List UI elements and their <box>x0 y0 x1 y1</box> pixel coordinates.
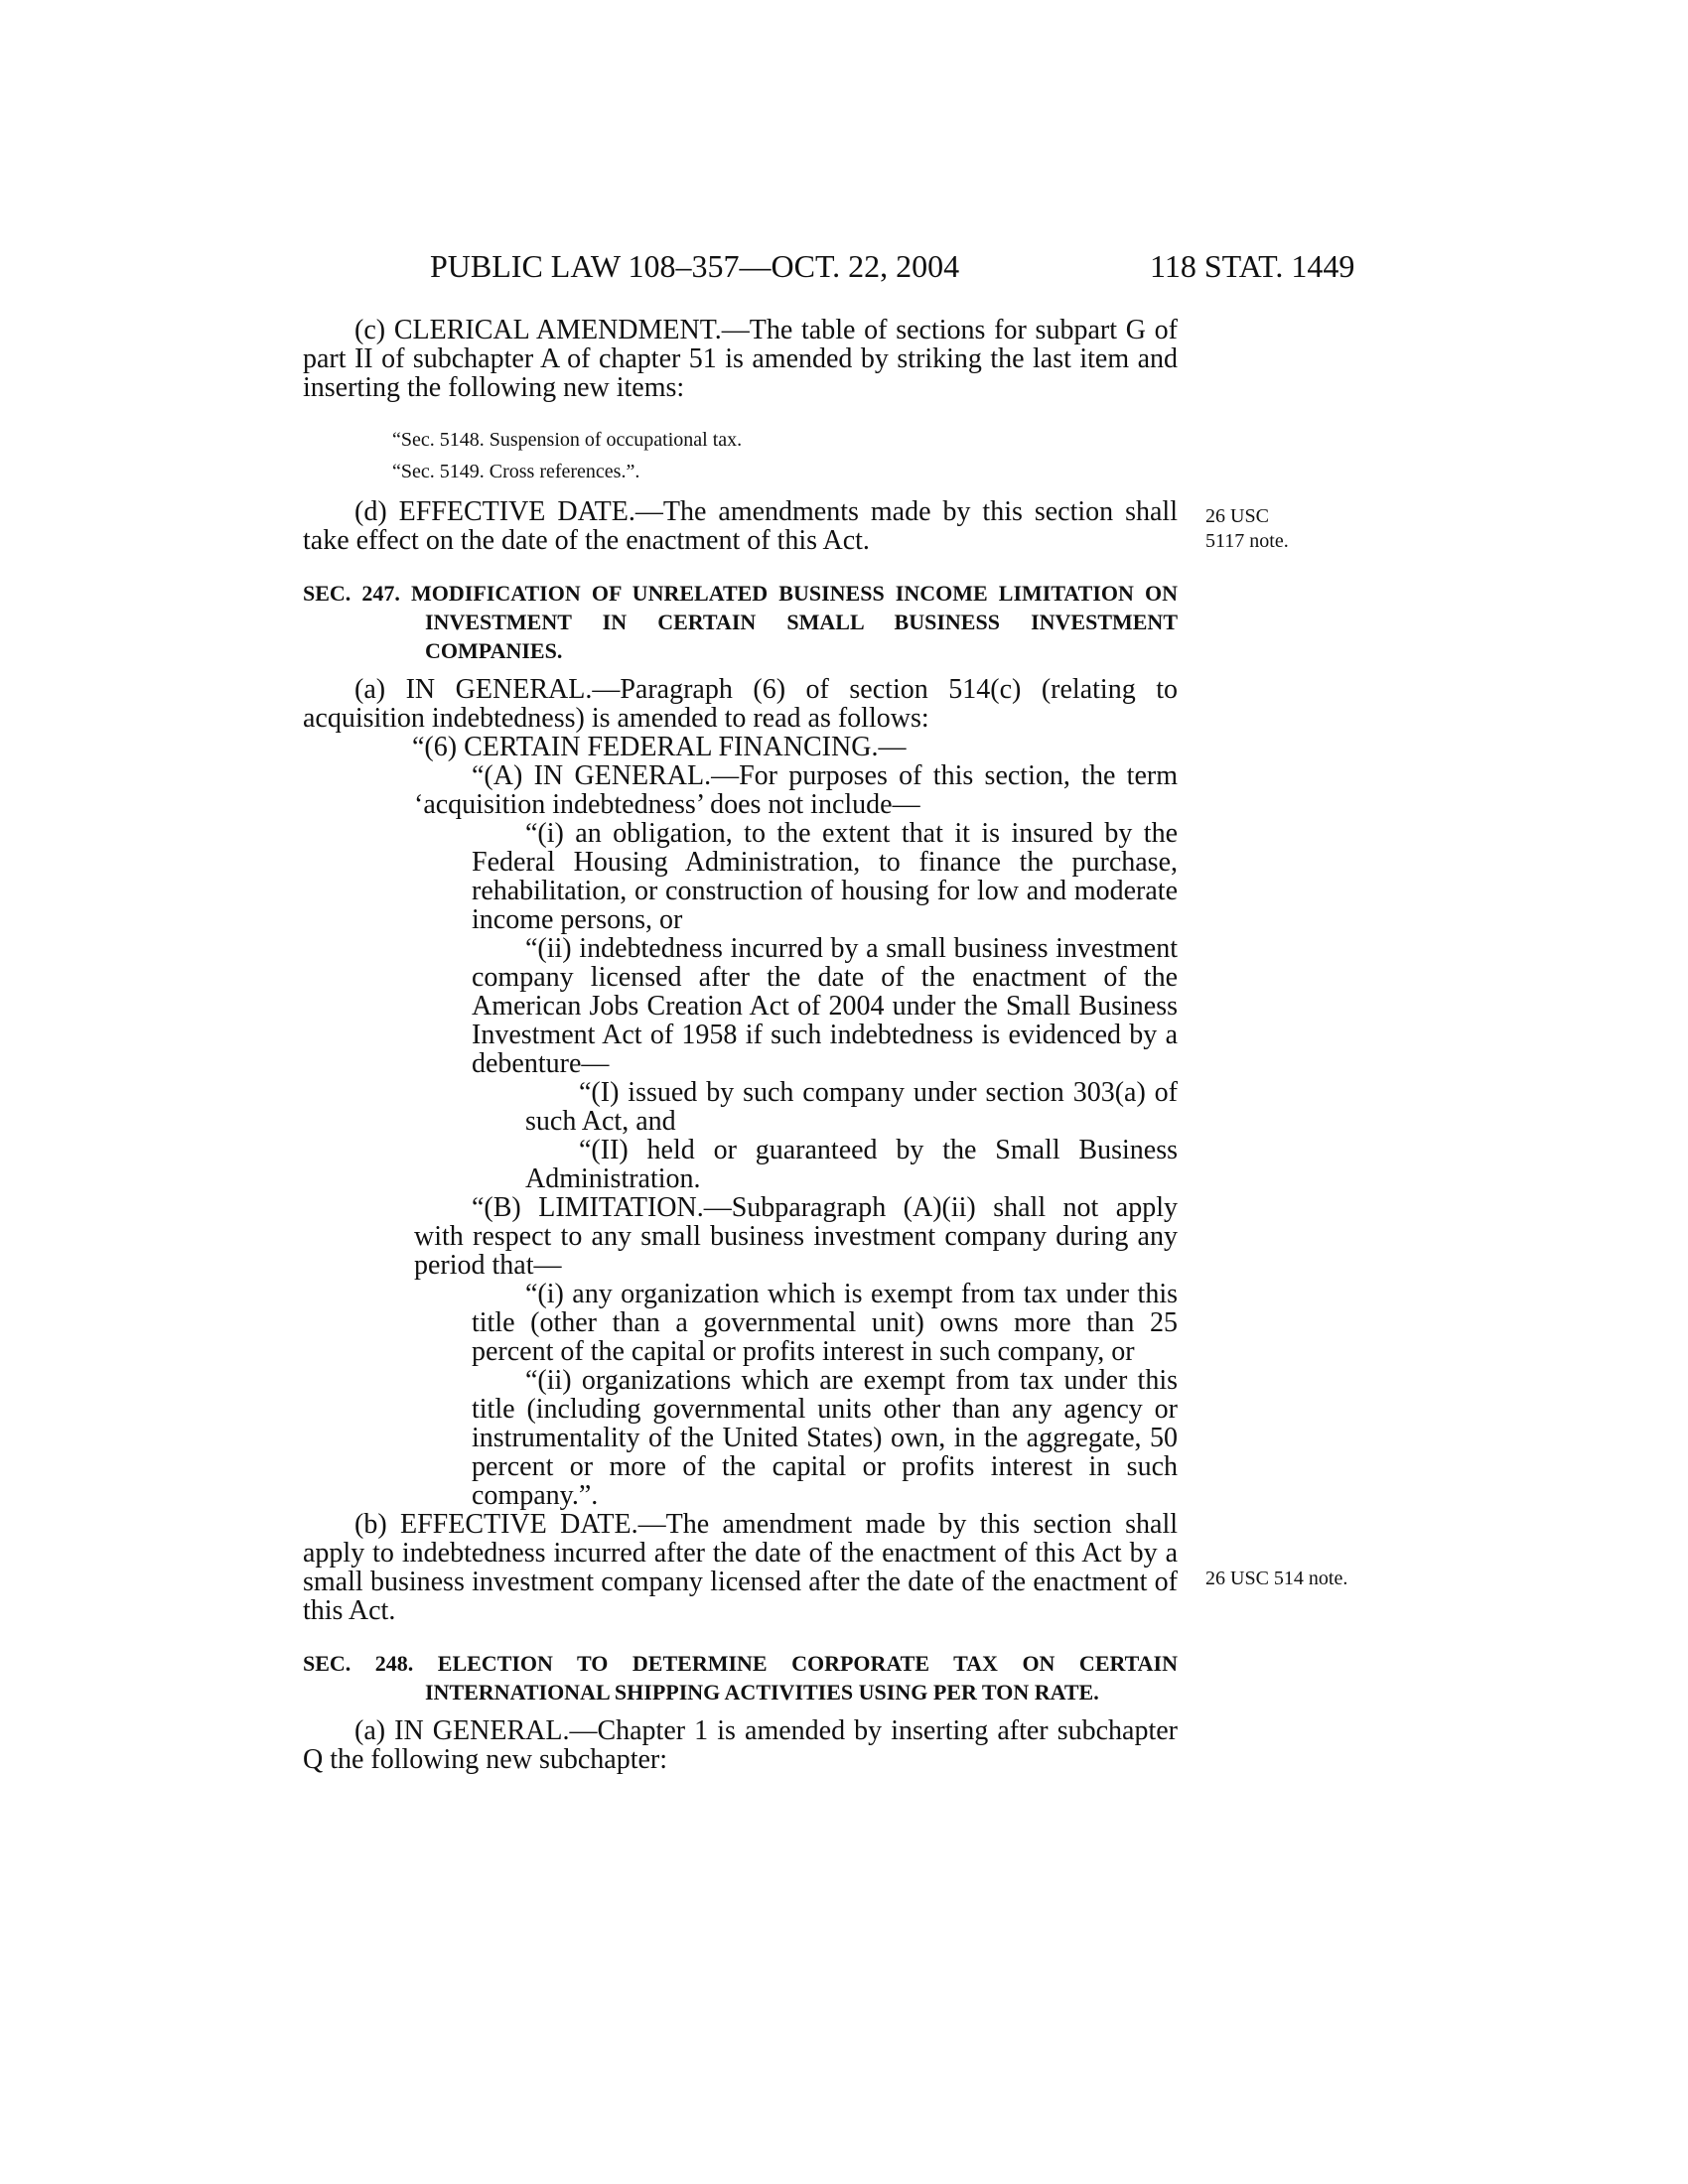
clause-b-i: “(i) any organization which is exempt from tax under this title (other than a governmental unit) owns more than 25 percent of the capital or profits interest in such company, or <box>472 1279 1178 1367</box>
subclause-ii: “(II) held or guaranteed by the Small Business Administration. <box>525 1135 1178 1194</box>
subparagraph-a: “(A) IN GENERAL.—For purposes of this section, the term ‘acquisition indebtedness’ does not include— <box>414 760 1178 820</box>
subsection-d: (d) EFFECTIVE DATE.—The amendments made by this section shall take effect on the date of the enactment of this Act. <box>303 496 1178 556</box>
subsection-c: (c) CLERICAL AMENDMENT.—The table of sections for subpart G of part II of subchapter A of chapter 51 is amended by striking the last item and inserting the following new items: <box>303 315 1178 403</box>
clause-a-ii: “(ii) indebtedness incurred by a small business investment company licensed after the date of the enactment of the American Jobs Creation Act of 2004 under the Small Business Investment Act of 1958 if such indebtedness is evidenced by a debenture— <box>472 933 1178 1079</box>
subsection-b-247: (b) EFFECTIVE DATE.—The amendment made by this section shall apply to indebtedness incurred after the date of the enactment of this Act by a small business investment company licensed after the date of the enactment of this Act. <box>303 1509 1179 1626</box>
margin-note-514: 26 USC 514 note. <box>1205 1568 1348 1589</box>
section-248-heading: SEC. 248. ELECTION TO DETERMINE CORPORATE TAX ON CERTAIN INTERNATIONAL SHIPPING ACTIVITIES USING PER TON RATE. <box>303 1651 1178 1705</box>
paragraph-6: “(6) CERTAIN FEDERAL FINANCING.— <box>412 732 907 762</box>
page-number: 118 STAT. 1449 <box>1150 248 1355 284</box>
subparagraph-b: “(B) LIMITATION.—Subparagraph (A)(ii) shall not apply with respect to any small business investment company during any period that— <box>414 1192 1178 1281</box>
section-247-heading: SEC. 247. MODIFICATION OF UNRELATED BUSINESS INCOME LIMITATION ON INVESTMENT IN CERTAIN SMALL BUSINESS INVESTMENT COMPANIES. <box>303 581 1178 663</box>
section-item: “Sec. 5148. Suspension of occupational tax. <box>392 429 743 451</box>
subsection-a-247: (a) IN GENERAL.—Paragraph (6) of section 514(c) (relating to acquisition indebtedness) is amended to read as follows: <box>303 674 1179 734</box>
sections-list <box>303 424 1178 487</box>
subsection-a-248: (a) IN GENERAL.—Chapter 1 is amended by inserting after subchapter Q the following new subchapter: <box>303 1715 1178 1775</box>
section-item: “Sec. 5149. Cross references.”. <box>392 461 640 482</box>
clause-b-ii: “(ii) organizations which are exempt from tax under this title (including governmental units other than any agency or instrumentality of the United States) own, in the aggregate, 50 percent or more of the capital or profits interest in such company.”. <box>472 1365 1178 1511</box>
margin-note-5117: 26 USC 5117 note. <box>1205 505 1289 552</box>
running-header: PUBLIC LAW 108–357—OCT. 22, 2004 <box>430 248 960 284</box>
document-body <box>303 316 1178 1774</box>
clause-a-i: “(i) an obligation, to the extent that it is insured by the Federal Housing Administration, to finance the purchase, rehabilitation, or construction of housing for low and moderate income persons, or <box>472 818 1178 935</box>
subclause-i: “(I) issued by such company under section 303(a) of such Act, and <box>525 1077 1178 1137</box>
